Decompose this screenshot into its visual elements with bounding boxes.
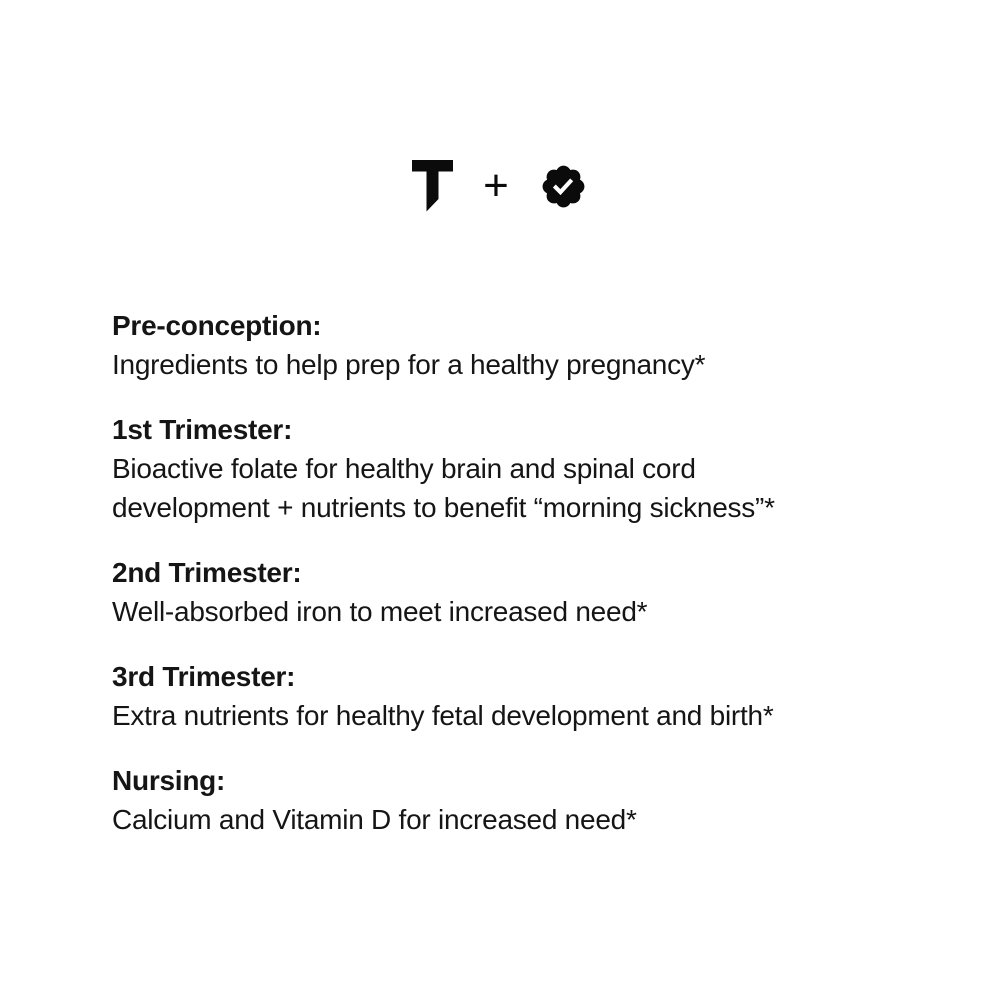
section-2nd-trimester <box>112 553 932 631</box>
section-heading: 1st Trimester: <box>112 414 293 445</box>
section-heading: Pre-conception: <box>112 310 322 341</box>
section-body-line: Extra nutrients for healthy fetal development and birth* <box>112 700 774 731</box>
brand-lockup <box>0 160 1000 212</box>
thorne-t-logo-icon <box>412 160 453 212</box>
plus-icon: + <box>483 161 509 210</box>
section-body-line: Well-absorbed iron to meet increased need* <box>112 596 648 627</box>
section-body-line: Calcium and Vitamin D for increased need* <box>112 804 637 835</box>
section-body-line: development + nutrients to benefit “morning sickness”* <box>112 492 775 523</box>
section-1st-trimester <box>112 410 932 527</box>
verified-badge-icon <box>539 162 588 211</box>
section-pre-conception <box>112 306 932 384</box>
section-3rd-trimester <box>112 657 932 735</box>
section-heading: Nursing: <box>112 765 226 796</box>
section-heading: 2nd Trimester: <box>112 557 302 588</box>
section-nursing <box>112 761 932 839</box>
section-heading: 3rd Trimester: <box>112 661 296 692</box>
section-body-line: Bioactive folate for healthy brain and spinal cord <box>112 453 696 484</box>
section-body-line: Ingredients to help prep for a healthy pregnancy* <box>112 349 706 380</box>
stages-list <box>112 306 932 839</box>
